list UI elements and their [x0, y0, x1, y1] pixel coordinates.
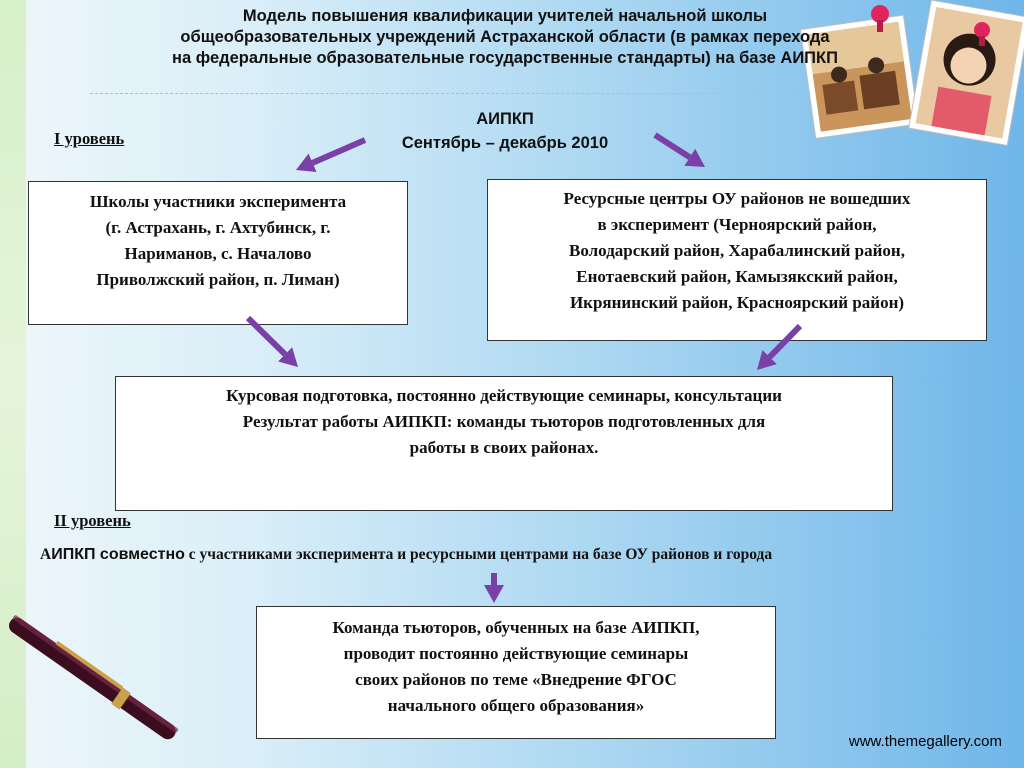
- box-line: начального общего образования»: [387, 696, 645, 715]
- box-line: своих районов по теме «Внедрение ФГОС: [355, 670, 677, 689]
- box-line: Результат работы АИПКП: команды тьюторов подготовленных для: [242, 412, 766, 431]
- box-line: Школы участники эксперимента: [89, 192, 347, 211]
- box-line: Нариманов, с. Началово: [124, 244, 312, 263]
- box-line: работы в своих районах.: [409, 438, 599, 457]
- arrow-schools-to-courses-shaft: [248, 318, 285, 354]
- joint-rest: с участниками эксперимента и ресурсными центрами на базе ОУ районов и города: [184, 546, 773, 563]
- level-1-label: I уровень: [54, 129, 125, 148]
- box-line: Приволжский район, п. Лиман): [96, 270, 340, 289]
- box-line: Ресурсные центры ОУ районов не вошедших: [563, 189, 911, 208]
- box-line: Команда тьюторов, обученных на базе АИПКП,: [332, 618, 700, 637]
- arrow-aipkp-to-schools-shaft: [313, 140, 365, 163]
- box-line: Володарский район, Харабалинский район,: [569, 241, 905, 260]
- box-line: в эксперимент (Черноярский район,: [597, 215, 877, 234]
- box-line: Курсовая подготовка, постоянно действующие семинары, консультации: [226, 386, 782, 405]
- box-line: проводит постоянно действующие семинары: [343, 644, 689, 663]
- top-node-title: АИПКП: [476, 110, 534, 128]
- joint-prefix: А: [40, 546, 52, 563]
- joint-subject: ИПКП совместно: [51, 546, 185, 563]
- title-line: Модель повышения квалификации учителей начальной школы: [242, 7, 768, 25]
- box-line: Енотаевский район, Камызякский район,: [576, 267, 898, 286]
- arrow-joint-to-tutor-team-head: [484, 585, 504, 603]
- level-2-label: II уровень: [54, 511, 131, 530]
- box-line: (г. Астрахань, г. Ахтубинск, г.: [105, 218, 331, 237]
- box-line: Икрянинский район, Красноярский район): [569, 293, 905, 312]
- title-line: на федеральные образовательные государственные стандарты) на базе АИПКП: [172, 49, 838, 67]
- arrow-resource-centers-to-courses-shaft: [770, 326, 800, 357]
- website-url: www.themegallery.com: [848, 733, 1002, 750]
- top-node-period: Сентябрь – декабрь 2010: [401, 134, 609, 152]
- arrow-aipkp-to-resource-centers-shaft: [655, 135, 690, 157]
- title-line: общеобразовательных учреждений Астраханской области (в рамках перехода: [180, 28, 830, 46]
